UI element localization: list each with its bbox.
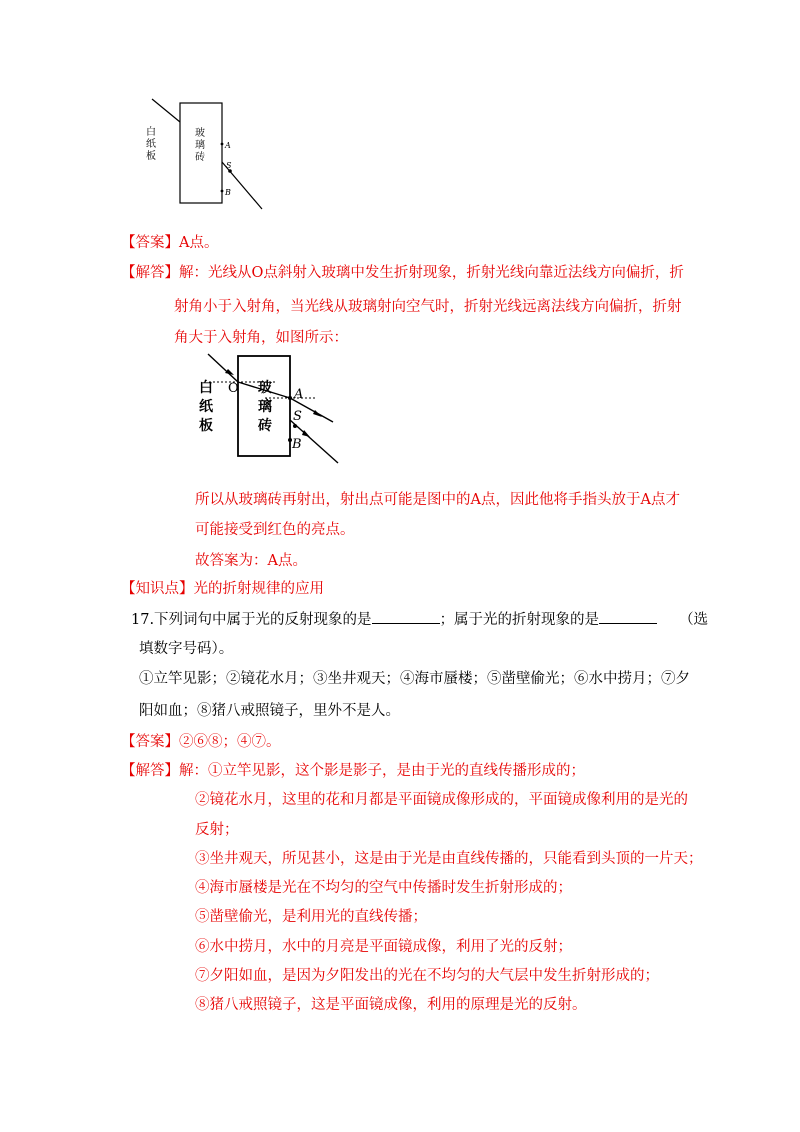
q17-analysis-item-6: ⑥水中捞月，水中的月亮是平面镜成像，利用了光的反射；	[195, 939, 572, 955]
stem-part-1: 17.下列词句中属于光的反射现象的是	[131, 612, 372, 628]
knowledge-text: 光的折射规律的应用	[193, 581, 324, 597]
point-a-dot	[288, 396, 292, 400]
board-label-3: 板	[146, 151, 156, 162]
board-label-1: 白	[146, 127, 156, 138]
analysis-tag: 【解答】	[121, 763, 179, 779]
q17-analysis-item-5: ⑤凿壁偷光，是利用光的直线传播；	[195, 909, 427, 925]
board-label-2: 纸	[199, 399, 213, 415]
q17-answer	[121, 732, 281, 752]
answer-blank-2[interactable]	[599, 609, 657, 624]
q16-analysis-line-1	[121, 263, 684, 283]
answer-tag: 【答案】	[121, 734, 179, 750]
stem-part-2: ；属于光的折射现象的是	[439, 612, 600, 628]
stem-part-3: （选	[679, 612, 709, 628]
q17-analysis-item-8: ⑧猪八戒照镜子，这是平面镜成像，利用的原理是光的反射。	[195, 997, 587, 1013]
point-s-dot	[293, 424, 297, 428]
answer-tag: 【答案】	[121, 235, 179, 251]
answer-text: A点。	[179, 235, 219, 251]
incident-ray	[152, 99, 180, 122]
q17-options-line-2: 阳如血；⑧猪八戒照镜子，里外不是人。	[139, 703, 400, 719]
analysis-text-1: 解：光线从O点斜射入玻璃中发生折射现象，折射光线向靠近法线方向偏折，折	[179, 265, 684, 281]
knowledge-tag: 【知识点】	[121, 581, 194, 597]
point-b-label: B	[225, 188, 231, 197]
board-label-2: 纸	[146, 139, 156, 150]
q16-conclusion-line-1: 所以从玻璃砖再射出，射出点可能是图中的A点，因此他将手指头放于A点才	[195, 492, 680, 508]
point-a-label: A	[294, 387, 304, 402]
q16-analysis-line-3: 角大于入射角，如图所示：	[174, 330, 348, 346]
glass-label-3: 砖	[258, 418, 272, 434]
point-a-label: A	[225, 141, 231, 150]
glass-label-2: 璃	[195, 140, 205, 151]
figure-glass-brick-2	[195, 350, 345, 470]
q17-analysis-line-1	[121, 761, 585, 781]
glass-label-3: 砖	[195, 152, 205, 163]
point-s-label: S	[226, 161, 232, 170]
q16-knowledge-point	[121, 579, 324, 599]
q17-analysis-item-2: ②镜花水月，这里的花和月都是平面镜成像形成的，平面镜成像利用的是光的	[195, 792, 688, 808]
analysis-tag: 【解答】	[121, 265, 179, 281]
q17-analysis-item-4: ④海市蜃楼是光在不均匀的空气中传播时发生折射形成的；	[195, 880, 572, 896]
point-o-label: O	[228, 381, 239, 396]
q16-answer	[121, 233, 218, 253]
q16-analysis-line-2: 射角小于入射角，当光线从玻璃射向空气时，折射光线远离法线方向偏折，折射	[174, 299, 682, 315]
q16-conclusion-line-2: 可能接受到红色的亮点。	[195, 522, 355, 538]
q17-options-line-1: ①立竿见影；②镜花水月；③坐井观天；④海市蜃楼；⑤凿壁偷光；⑥水中捞月；⑦夕	[139, 671, 690, 687]
q17-analysis-item-7: ⑦夕阳如血，是因为夕阳发出的光在不均匀的大气层中发生折射形成的；	[195, 968, 659, 984]
q17-analysis-item-2b: 反射；	[195, 822, 239, 838]
point-b-label: B	[292, 437, 302, 452]
q17-stem-line-2: 填数字号码）。	[139, 641, 234, 657]
point-s-label: S	[293, 409, 302, 424]
answer-text: ②⑥⑧；④⑦。	[179, 734, 281, 750]
q17-analysis-item-3: ③坐井观天，所见甚小，这是由于光是由直线传播的，只能看到头顶的一片天；	[195, 851, 703, 867]
point-a-dot	[221, 143, 224, 146]
glass-label-1: 玻	[258, 380, 272, 396]
answer-blank-1[interactable]	[372, 609, 440, 624]
glass-label-2: 璃	[258, 399, 272, 415]
board-label-1: 白	[199, 380, 213, 396]
analysis-item-1: 解：①立竿见影，这个影是影子，是由于光的直线传播形成的；	[179, 763, 585, 779]
point-b-dot	[221, 190, 224, 193]
figure-glass-brick-1	[140, 92, 270, 217]
incident-ray	[208, 354, 238, 382]
q17-stem-line-1	[131, 609, 708, 630]
glass-label-1: 玻	[195, 128, 205, 139]
q16-final-answer: 故答案为：A点。	[195, 553, 307, 569]
board-label-3: 板	[199, 418, 213, 434]
